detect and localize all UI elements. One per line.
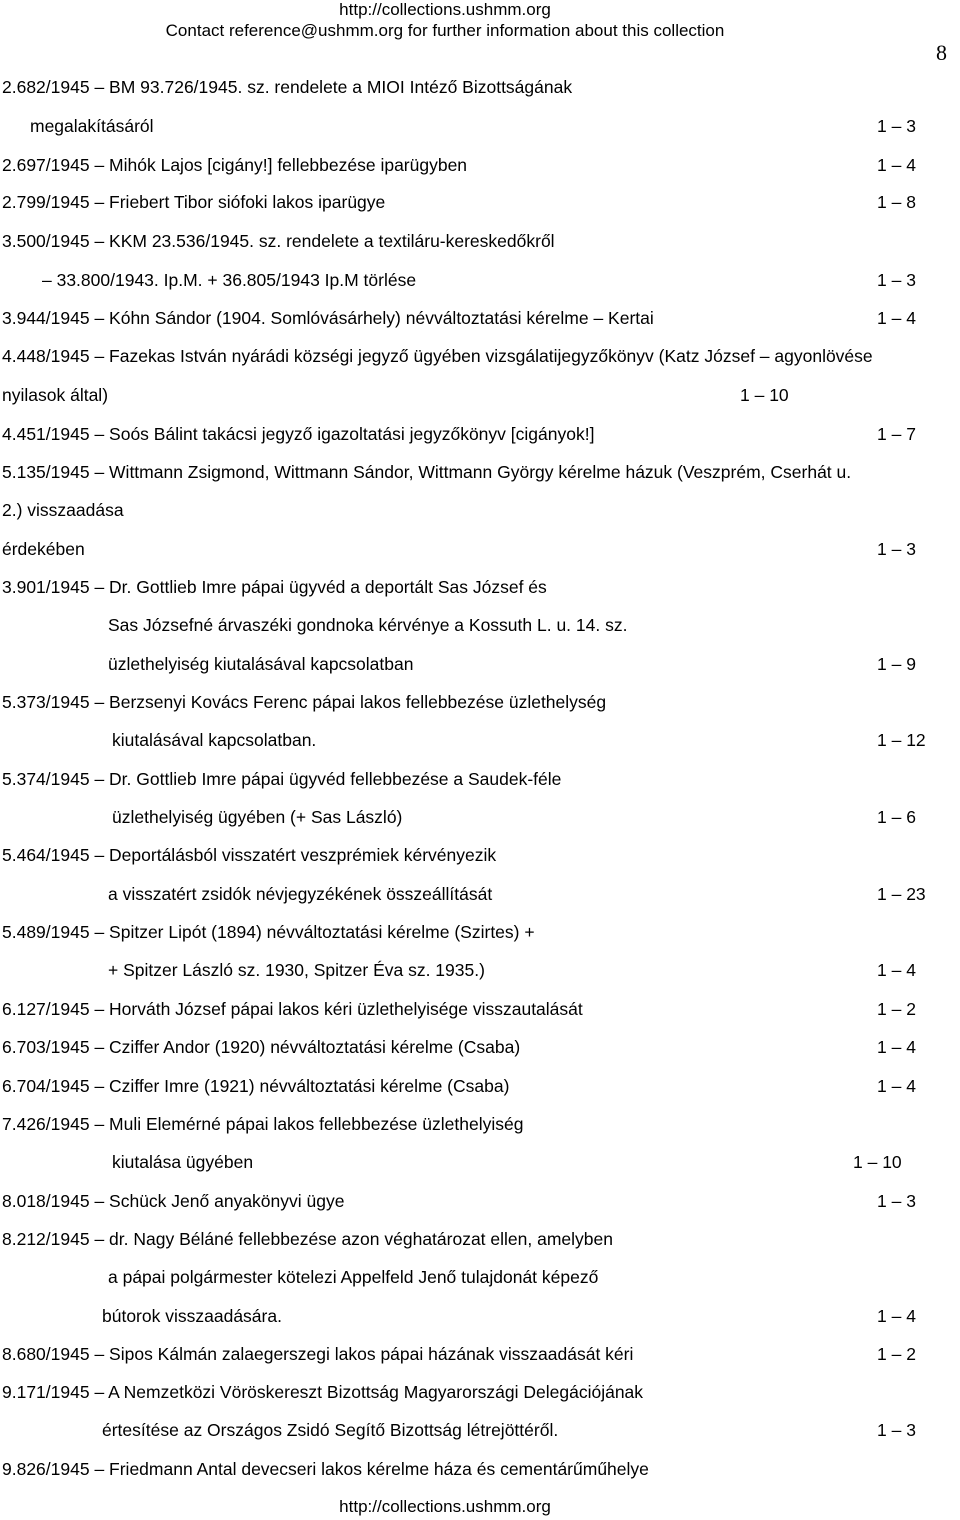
entry-text: 3.901/1945 – Dr. Gottlieb Imre pápai ügyvéd a deportált Sas József és xyxy=(2,577,547,597)
entry-page-range: 1 – 7 xyxy=(877,424,916,444)
entry-text: 3.944/1945 – Kóhn Sándor (1904. Somlóvásárhely) névváltoztatási kérelme – Kertai xyxy=(2,308,654,328)
entry-page-range: 1 – 2 xyxy=(877,999,916,1019)
entry-page-range: 1 – 3 xyxy=(877,1191,916,1211)
entry-text: a visszatért zsidók névjegyzékének összeállítását xyxy=(108,884,493,904)
entry-page-range: 1 – 2 xyxy=(877,1344,916,1364)
entry-text: 8.212/1945 – dr. Nagy Béláné fellebbezése azon véghatározat ellen, amelyben xyxy=(2,1229,613,1249)
entry-page-range: 1 – 10 xyxy=(853,1152,902,1172)
entry-text: üzlethelyiség ügyében (+ Sas László) xyxy=(112,807,403,827)
entry-text: 9.826/1945 – Friedmann Antal devecseri lakos kérelme háza és cementárűműhelye xyxy=(2,1459,649,1479)
entry-text: – 33.800/1943. Ip.M. + 36.805/1943 Ip.M törlése xyxy=(42,270,417,290)
entry-text: 9.171/1945 – A Nemzetközi Vöröskereszt Bizottság Magyarországi Delegációjának xyxy=(2,1382,644,1402)
entry-text: 6.127/1945 – Horváth József pápai lakos kéri üzlethelyisége visszautalását xyxy=(2,999,583,1019)
entry-page-range: 1 – 6 xyxy=(877,807,916,827)
entry-text: 3.500/1945 – KKM 23.536/1945. sz. rendelete a textiláru-kereskedőkről xyxy=(2,231,555,251)
entry-text: értesítése az Országos Zsidó Segítő Bizottság létrejöttéről. xyxy=(102,1420,559,1440)
entry-text: nyilasok által) xyxy=(2,385,109,405)
entry-text: 5.374/1945 – Dr. Gottlieb Imre pápai ügyvéd fellebbezése a Saudek-féle xyxy=(2,769,562,789)
entry-page-range: 1 – 3 xyxy=(877,270,916,290)
entry-text: 8.680/1945 – Sipos Kálmán zalaegerszegi lakos pápai házának visszaadását kéri xyxy=(2,1344,634,1364)
entry-text: kiutalásával kapcsolatban. xyxy=(112,730,317,750)
entry-text: 4.451/1945 – Soós Bálint takácsi jegyző igazoltatási jegyzőkönyv [cigányok!] xyxy=(2,424,595,444)
entry-text: üzlethelyiség kiutalásával kapcsolatban xyxy=(108,654,414,674)
entry-text: 4.448/1945 – Fazekas István nyárádi községi jegyző ügyében vizsgálatijegyzőkönyv (Katz József – agyonlövése xyxy=(2,346,873,366)
entry-text: 5.135/1945 – Wittmann Zsigmond, Wittmann Sándor, Wittmann György kérelme házuk (Veszprém, Cserhát u. xyxy=(2,462,852,482)
entry-text: 2.) visszaadása xyxy=(2,500,124,520)
footer-url[interactable]: http://collections.ushmm.org xyxy=(339,1497,551,1516)
entry-text: 5.464/1945 – Deportálásból visszatért veszprémiek kérvényezik xyxy=(2,845,497,865)
entry-text: 7.426/1945 – Muli Elemérné pápai lakos fellebbezése üzlethelyiség xyxy=(2,1114,524,1134)
entry-page-range: 1 – 4 xyxy=(877,155,916,175)
entry-text: 2.682/1945 – BM 93.726/1945. sz. rendelete a MIOI Intéző Bizottságának xyxy=(2,77,573,97)
entry-page-range: 1 – 3 xyxy=(877,539,916,559)
entry-page-range: 1 – 4 xyxy=(877,1306,916,1326)
entry-text: Sas Józsefné árvaszéki gondnoka kérvénye a Kossuth L. u. 14. sz. xyxy=(108,615,628,635)
entry-text: 5.373/1945 – Berzsenyi Kovács Ferenc pápai lakos fellebbezése üzlethelység xyxy=(2,692,607,712)
entry-page-range: 1 – 8 xyxy=(877,192,916,212)
entry-page-range: 1 – 4 xyxy=(877,1037,916,1057)
entry-page-range: 1 – 9 xyxy=(877,654,916,674)
entry-page-range: 1 – 3 xyxy=(877,1420,916,1440)
entry-text: érdekében xyxy=(2,539,85,559)
header-url[interactable]: http://collections.ushmm.org xyxy=(339,0,551,19)
entry-text: kiutalása ügyében xyxy=(112,1152,254,1172)
entry-page-range: 1 – 4 xyxy=(877,960,916,980)
entry-text: megalakításáról xyxy=(30,116,154,136)
entry-text: bútorok visszaadására. xyxy=(102,1306,282,1326)
entry-text: 6.703/1945 – Cziffer Andor (1920) névváltoztatási kérelme (Csaba) xyxy=(2,1037,521,1057)
page-number: 8 xyxy=(936,40,947,65)
entry-page-range: 1 – 3 xyxy=(877,116,916,136)
entry-text: 2.799/1945 – Friebert Tibor siófoki lakos iparügye xyxy=(2,192,386,212)
entry-text: + Spitzer László sz. 1930, Spitzer Éva sz. 1935.) xyxy=(108,960,485,980)
entry-page-range: 1 – 23 xyxy=(877,884,926,904)
entry-text: 5.489/1945 – Spitzer Lipót (1894) névváltoztatási kérelme (Szirtes) + xyxy=(2,922,535,942)
entry-text: a pápai polgármester kötelezi Appelfeld Jenő tulajdonát képező xyxy=(108,1267,599,1287)
entry-page-range: 1 – 4 xyxy=(877,308,916,328)
header-contact[interactable]: Contact reference@ushmm.org for further information about this collection xyxy=(165,21,725,40)
entry-text: 8.018/1945 – Schück Jenő anyakönyvi ügye xyxy=(2,1191,345,1211)
entry-text: 2.697/1945 – Mihók Lajos [cigány!] fellebbezése iparügyben xyxy=(2,155,468,175)
entry-text: 6.704/1945 – Cziffer Imre (1921) névváltoztatási kérelme (Csaba) xyxy=(2,1076,510,1096)
entry-page-range: 1 – 10 xyxy=(740,385,789,405)
entry-page-range: 1 – 12 xyxy=(877,730,926,750)
entry-page-range: 1 – 4 xyxy=(877,1076,916,1096)
